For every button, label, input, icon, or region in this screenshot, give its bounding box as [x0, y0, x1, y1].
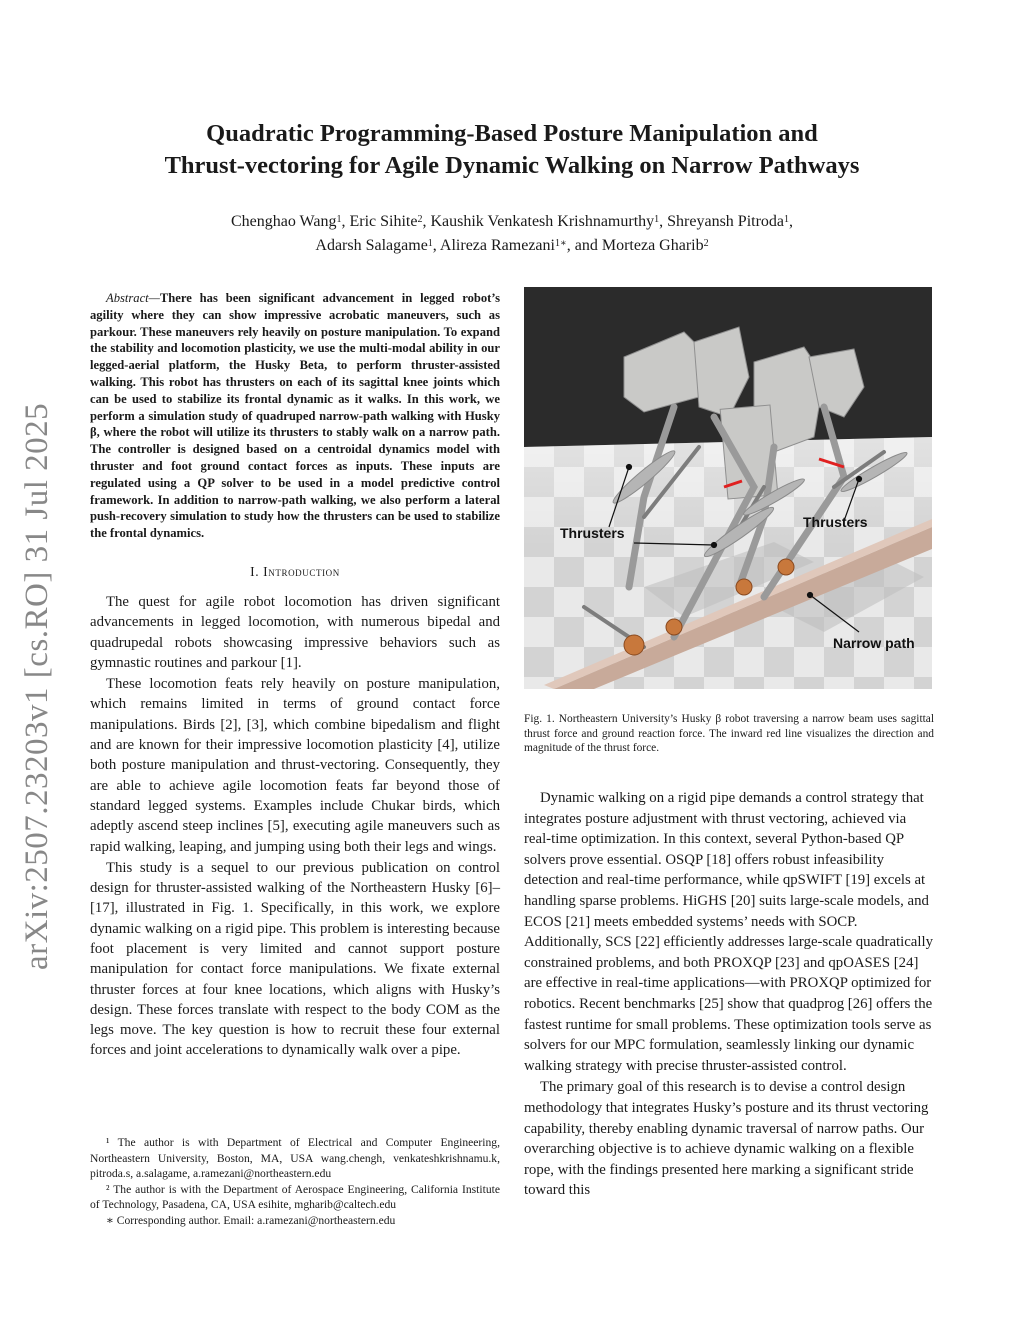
author: Chenghao Wang$^1$, — [230, 213, 350, 230]
intro-paragraph: These locomotion feats rely heavily on posture manipulation, which remains limited in terms of ground contact force manipulations. Birds [2], [3], which combine bipedalism and flight and are known for their impressive locomotion plasticity [4], utilize both posture manipulation and thrust-vectoring. Consequently, they are able to achieve agile locomotion feats far beyond those of standard legged systems. Examples include Chukar birds, which adeptly ascend steep inclines [5], executing agile maneuvers such as rapid walking, leaping, and jumping using both their legs and wings. — [90, 676, 500, 855]
author: Morteza Gharib$^2$ — [601, 237, 709, 254]
abstract-lead: Abstract— — [106, 291, 160, 305]
paper-title — [90, 118, 934, 182]
author: Kaushik Venkatesh Krishnamurthy$^1$, — [430, 213, 668, 230]
footnotes — [90, 1135, 500, 1229]
footnote-corresponding: ∗ Corresponding author. Email: a.ramezani@northeastern.edu — [106, 1213, 396, 1227]
title-line-2: Thrust-vectoring for Agile Dynamic Walking on Narrow Pathways — [164, 152, 860, 179]
author: Alireza Ramezani$^{1∗}$, and — [439, 237, 602, 254]
abstract — [90, 290, 500, 542]
figure-1-caption: Fig. 1. Northeastern University’s Husky β robot traversing a narrow beam uses sagittal thrust force and ground reaction force. The inward red line visualizes the direction and magnitude of the thrust force. — [524, 713, 934, 755]
left-column — [90, 290, 500, 1062]
section-heading-introduction: I. Introduction — [250, 563, 340, 579]
footnote-affiliation-1: ¹ The author is with Department of Electrical and Computer Engineering, Northeastern University, Boston, MA, USA wang.chengh, venkateshkrishnamu.k, pitroda.s, a.salagame, a.ramezani@northeastern.edu — [90, 1136, 500, 1181]
author-list — [90, 210, 934, 258]
arxiv-identifier: arXiv:2507.23203v1 [cs.RO] 31 Jul 2025 — [19, 402, 55, 970]
author: Eric Sihite$^2$, — [349, 213, 431, 230]
right-column — [524, 788, 934, 1202]
body-paragraph: Dynamic walking on a rigid pipe demands a control strategy that integrates posture adjustment with thrust vectoring, achieved via real-time optimization. In this context, several Python-based QP solvers prove essential. OSQP [18] offers robust infeasibility detection and real-time performance, while qpSWIFT [19] excels at handling sparse problems. HiGHS [20] suits large-scale models, and ECOS [21] meets embedded systems’ needs with SOCP. Additionally, SCS [22] efficiently addresses large-scale quadratically constrained problems, and both PROXQP [23] and qpOASES [24] are effective in real-time applications—with PROXQP optimized for robotics. Recent benchmarks [25] show that quadprog [26] offers the fastest runtime for small problems. These optimization tools serve as solvers for our MPC formulation, seamlessly linking our dynamic walking strategy with precise thruster-assisted control. — [524, 790, 933, 1074]
figure-1-robot-render — [524, 287, 932, 689]
label-thrusters-right: Thrusters — [803, 514, 868, 530]
intro-paragraph: This study is a sequel to our previous publication on control design for thruster-assisted walking of the Northeastern Husky [6]–[17], illustrated in Fig. 1. Specifically, in this work, we explore dynamic walking on a rigid pipe. This problem is interesting because foot placement is very limited and cannot support posture manipulation for contact force manipulations. We fixate external thruster forces at four knee locations, which aligns with Husky’s design. These forces translate with respect to the body COM as the legs move. The key question is how to recruit these four external forces and joint accelerations to dynamically walk over a pipe. — [90, 859, 500, 1059]
footnote-affiliation-2: ² The author is with the Department of Aerospace Engineering, California Institute of Technology, Pasadena, CA, USA esihite, mgharib@caltech.edu — [90, 1182, 500, 1212]
intro-paragraph: The quest for agile robot locomotion has driven significant advancements in legged locomotion, with numerous bipedal and quadrupedal robots showcasing impressive behaviors such as gymnastic routines and parkour [1]. — [90, 593, 500, 671]
label-narrow-path: Narrow path — [833, 635, 915, 651]
author: Adarsh Salagame$^1$, — [315, 237, 440, 254]
body-paragraph: The primary goal of this research is to devise a control design methodology that integrates Husky’s posture and its thrust vectoring capability, thereby enabling dynamic traversal of narrow paths. Our overarching objective is to achieve dynamic walking on a flexible rope, with the findings presented here marking a significant stride toward this — [524, 1079, 929, 1199]
title-line-1: Quadratic Programming-Based Posture Manipulation and — [206, 120, 818, 147]
author: Shreyansh Pitroda$^1$, — [667, 213, 794, 230]
abstract-text: There has been significant advancement in legged robot’s agility where they can show impressive acrobatic maneuvers, such as parkour. These maneuvers rely heavily on posture manipulation. To expand the stability and locomotion plasticity, we use the multi-modal ability in our legged-aerial platform, the Husky Beta, to perform thruster-assisted walking. This robot has thrusters on each of its sagittal knee joints which can be used to stabilize its frontal dynamic as it walks. In this work, we perform a simulation study of quadruped narrow-path walking with Husky β, where the robot will utilize its thrusters to stably walk on a narrow path. The controller is designed based on a centroidal dynamics model with thruster and foot ground contact forces as inputs. These inputs are regulated using a QP solver to be used in a model predictive control framework. In addition to narrow-path walking, we also perform a lateral push-recovery simulation to study how the thrusters can be used to stabilize the frontal dynamics. — [90, 291, 500, 541]
label-thrusters-left: Thrusters — [560, 525, 625, 541]
